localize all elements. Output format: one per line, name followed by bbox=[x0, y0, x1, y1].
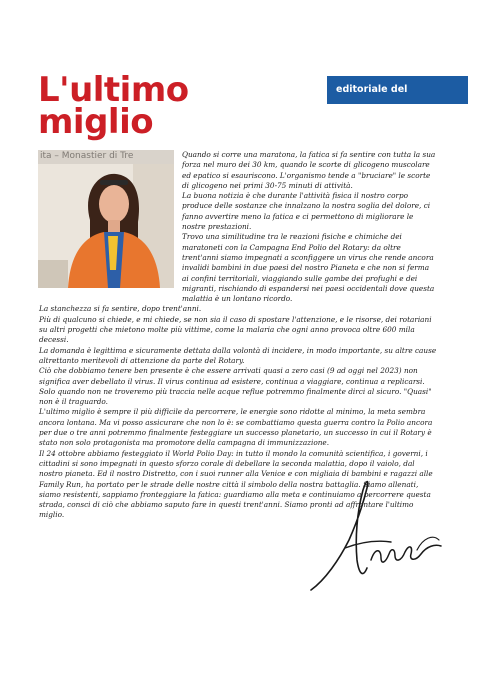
article-paragraph: Trovo una similitudine tra le reazioni fisiche e chimiche dei maratoneti con la Campagna End Polio del Rotary: da oltre trent'anni siamo impegnati a sconfiggere un virus che rende ancora invalidi bambini in due paesi del nostro Pianeta e che non si ferma ai confini territoriali, viaggiando sulle gambe dei profughi e dei migranti, rischiando di espandersi nei paesi occidentali dove questa malattia è un lontano ricordo. bbox=[182, 232, 435, 304]
article-body bbox=[39, 150, 437, 521]
article-paragraph: Quando si corre una maratona, la fatica si fa sentire con tutta la sua forza nel muro dei 30 km, quando le scorte di glicogeno muscolare ed epatico si esauriscono. L'organismo tende a "bruciare" le scorte di glicogeno nei primi 30-75 minuti di attività. bbox=[182, 150, 436, 190]
article-paragraph: Solo quando non ne troveremo più traccia nelle acque reflue potremmo finalmente dirci al sicuro. "Quasi" non è il traguardo. bbox=[39, 386, 432, 407]
article-paragraph: La stanchezza si fa sentire, dopo trent'anni. bbox=[39, 304, 202, 314]
article-paragraph: Ciò che dobbiamo tenere ben presente è che essere arrivati quasi a zero casi (9 ad oggi nel 2023) non significa aver debellato il virus. Il virus continua ad esistere, continua a viaggiare, continua a replicarsi. bbox=[39, 366, 425, 386]
article-paragraph: Più di qualcuno si chiede, e mi chiede, se non sia il caso di spostare l'attenzione, e le risorse, dei rotariani su altri progetti che mietono molte più vittime, come la malaria che ogni anno provoca oltre 600 mila decessi. bbox=[39, 314, 432, 345]
page-title bbox=[38, 70, 189, 142]
photo-wrap-spacer bbox=[39, 150, 182, 300]
section-badge: editoriale del governatore bbox=[327, 76, 468, 104]
photo-banner-text: ita – Monastier di Tre bbox=[40, 151, 134, 161]
article-paragraph: La domanda è legittima e sicuramente dettata dalla volontà di incidere, in modo importante, su altre cause altrettanto meritevoli di attenzione da parte del Rotary. bbox=[39, 345, 437, 365]
article-paragraph: L'ultimo miglio è sempre il più difficile da percorrere, le energie sono ridotte al minimo, la meta sembra ancora lontana. Ma vi posso assicurare che non lo è: se combattiamo questa guerra contro la Polio ancora per due o tre anni potremmo finalmente festeggiare un successo planetario, un successo in cui il Rotary è stato non solo protagonista ma promotore della campagna di immunizzazione. bbox=[39, 407, 433, 448]
article-paragraph: La buona notizia è che durante l'attività fisica il nostro corpo produce delle sostanze che innalzano la nostra soglia del dolore, ci fanno avvertire meno la fatica e ci permettono di migliorare le nostre prestazioni. bbox=[182, 191, 431, 232]
title-line-2: miglio bbox=[38, 102, 154, 142]
title-line-1: L'ultimo bbox=[38, 70, 189, 110]
signature bbox=[305, 468, 465, 596]
article-paragraph: Il 24 ottobre abbiamo festeggiato il World Polio Day: in tutto il mondo la comunità scientifica, i governi, i cittadini si sono impegnati in questo sforzo corale di debellare la seconda malattia, dopo il vaiolo, dal nostro pianeta. Ed il nostro Distretto, con i suoi runner alla Venice e con migliaia di bambini e ragazzi alle Family Run, ha portato per le strade delle nostre città il simbolo della nostra battaglia. Siamo allenati, siamo resistenti, sappiamo fronteggiare la fatica: guardiamo alla meta e continuiamo a percorrere questa strada, consci di ciò che abbiamo saputo fare in questi trent'anni. Siamo pronti ad affrontare l'ultimo miglio. bbox=[39, 448, 433, 520]
